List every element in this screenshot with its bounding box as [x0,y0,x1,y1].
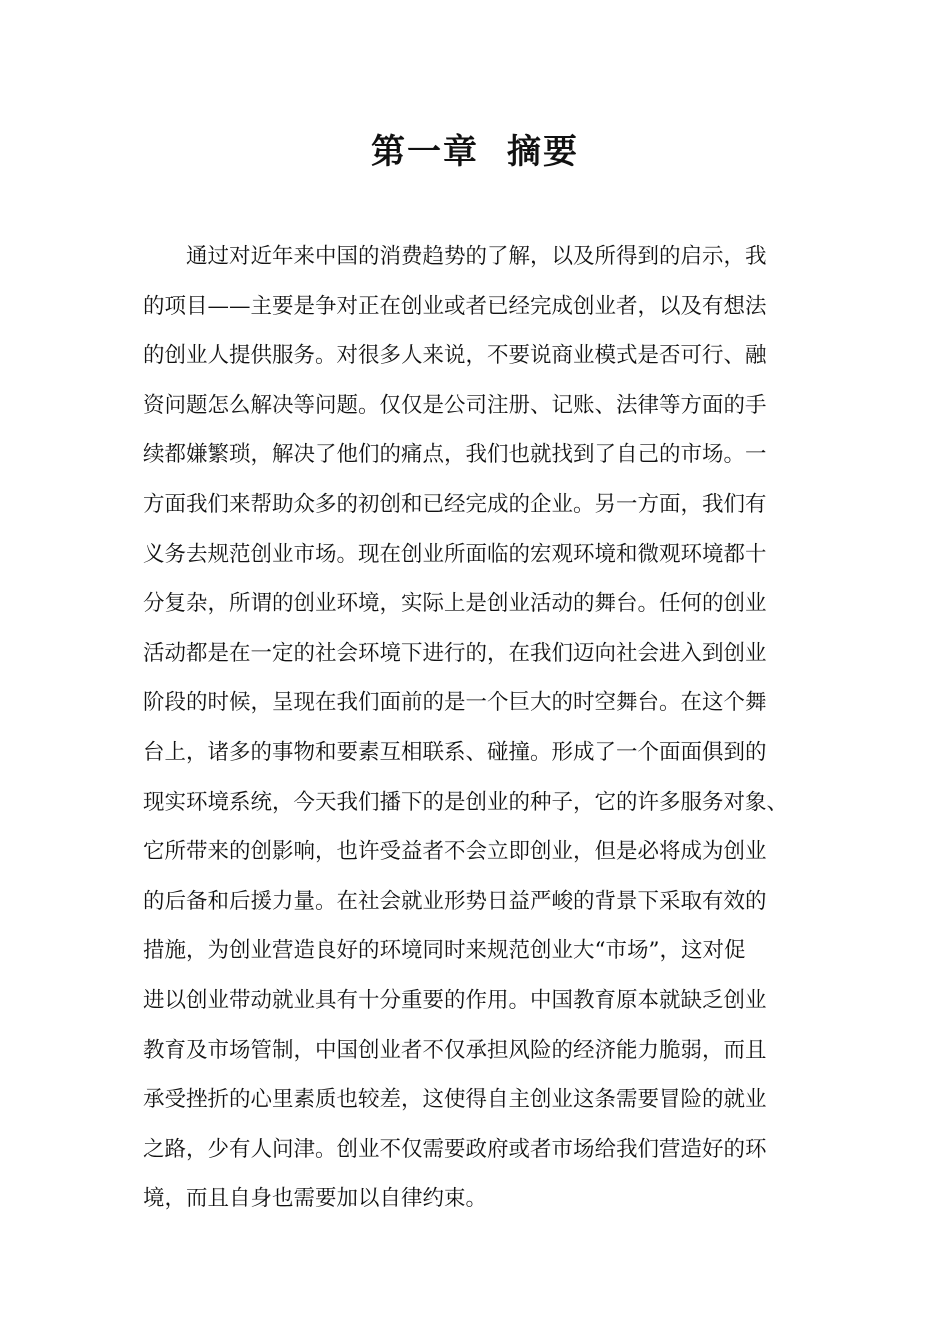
paragraph-line: 措施，为创业营造良好的环境同时来规范创业大“市场”，这对促 [143,938,746,964]
paragraph-line: 活动都是在一定的社会环境下进行的，在我们迈向社会进入到创业 [143,640,767,666]
chapter-title-text: 摘要 [507,132,579,172]
paragraph-line: 教育及市场管制，中国创业者不仅承担风险的经济能力脆弱，而且 [143,1037,767,1063]
paragraph-line: 资问题怎么解决等问题。仅仅是公司注册、记账、法律等方面的手 [143,392,767,418]
paragraph-line: 现实环境系统，今天我们播下的是创业的种子，它的许多服务对象、 [143,789,789,815]
paragraph-line: 的后备和后援力量。在社会就业形势日益严峻的背景下采取有效的 [143,888,767,914]
paragraph-line: 台上，诸多的事物和要素互相联系、碰撞。形成了一个面面俱到的 [143,739,767,765]
paragraph-line: 它所带来的创影响，也许受益者不会立即创业，但是必将成为创业 [143,839,767,865]
paragraph-line: 境，而且自身也需要加以自律约束。 [143,1186,488,1212]
paragraph-line: 方面我们来帮助众多的初创和已经完成的企业。另一方面，我们有 [143,491,767,517]
paragraph-line: 的项目——主要是争对正在创业或者已经完成创业者，以及有想法 [143,293,767,319]
paragraph-line: 通过对近年来中国的消费趋势的了解，以及所得到的启示，我 [186,244,767,269]
abstract-paragraph [143,232,807,1224]
paragraph-line: 续都嫌繁琐，解决了他们的痛点，我们也就找到了自己的市场。一 [143,442,767,468]
paragraph-line: 分复杂，所谓的创业环境，实际上是创业活动的舞台。任何的创业 [143,591,767,617]
paragraph-line: 的创业人提供服务。对很多人来说，不要说商业模式是否可行、融 [143,343,767,369]
paragraph-line: 承受挫折的心里素质也较差，这使得自主创业这条需要冒险的就业 [143,1087,767,1113]
chapter-number: 第一章 [371,132,479,172]
chapter-title [0,126,950,178]
paragraph-line: 进以创业带动就业具有十分重要的作用。中国教育原本就缺乏创业 [143,987,767,1013]
paragraph-line: 阶段的时候，呈现在我们面前的是一个巨大的时空舞台。在这个舞 [143,690,767,716]
paragraph-line: 义务去规范创业市场。现在创业所面临的宏观环境和微观环境都十 [143,541,767,567]
paragraph-line: 之路，少有人问津。创业不仅需要政府或者市场给我们营造好的环 [143,1136,767,1162]
